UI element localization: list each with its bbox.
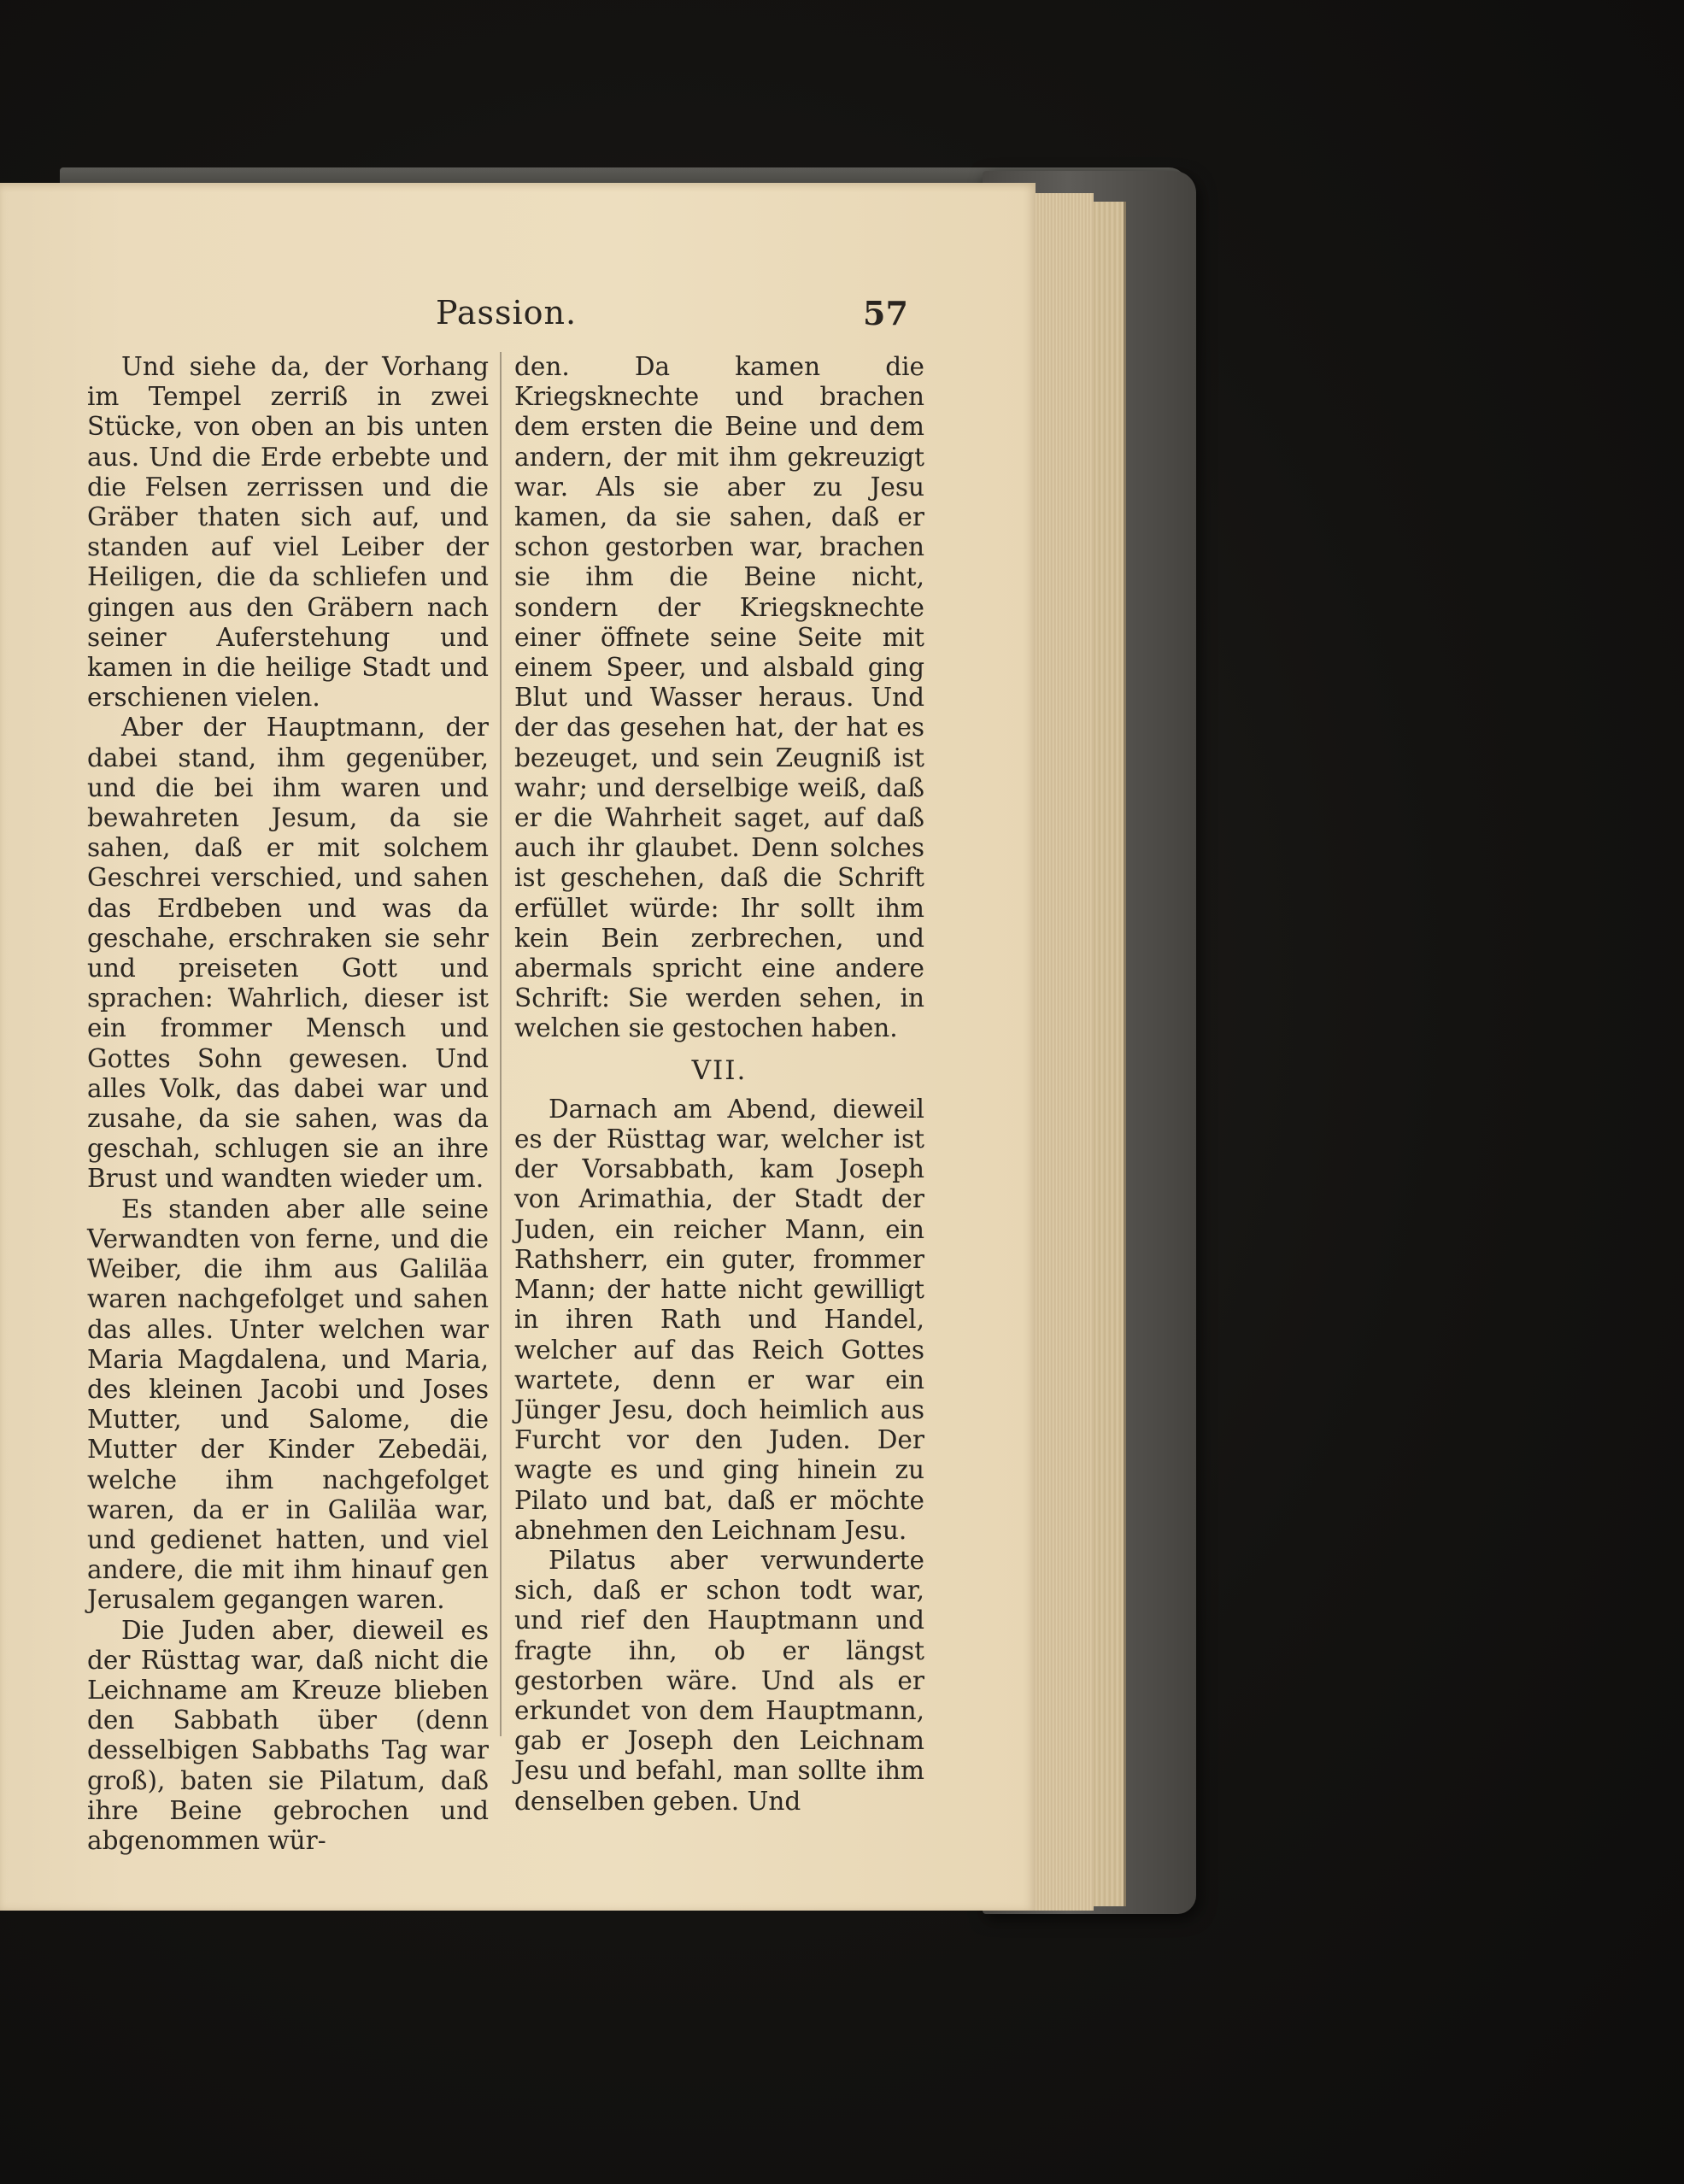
section-heading: VII.: [691, 1054, 748, 1086]
paragraph: den. Da kamen die Kriegsknechte und brachen dem ersten die Beine und dem andern, der mit ihm gekreuzigt war. Als sie aber zu Jesu kamen, da sie sahen, daß er schon gestorben war, brachen sie ihm die Beine nicht, sondern der Kriegsknechte einer öffnete seine Seite mit einem Speer, und alsbald ging Blut und Wasser heraus. Und der das gesehen hat, der hat es bezeuget, und sein Zeugniß ist wahr; und derselbige weiß, daß er die Wahrheit saget, auf daß auch ihr glaubet. Denn solches ist geschehen, daß die Schrift erfüllet würde: Ihr sollt ihm kein Bein zerbrechen, und abermals spricht eine andere Schrift: Sie werden sehen, in welchen sie gestochen haben.: [514, 352, 924, 1043]
page-fore-edge: [1030, 193, 1094, 1911]
paragraph: Es standen aber alle seine Verwandten von ferne, und die Weiber, die ihm aus Galiläa waren nachgefolget und sahen das alles. Unter welchen war Maria Magdalena, und Maria, des kleinen Jacobi und Joses Mutter, und Salome, die Mutter der Kinder Zebedäi, welche ihm nachgefolget waren, da er in Galiläa war, und gedienet hatten, und viel andere, die mit ihm hinauf gen Jerusalem gegangen waren.: [87, 1194, 489, 1615]
paragraph: Pilatus aber verwunderte sich, daß er schon todt war, und rief den Hauptmann und fragte ihn, ob er längst gestorben wäre. Und als er erkundet von dem Hauptmann, gab er Joseph den Leichnam Jesu und befahl, man sollte ihm denselben geben. Und: [514, 1545, 924, 1816]
paragraph: Darnach am Abend, dieweil es der Rüsttag war, welcher ist der Vorsabbath, kam Joseph von Arimathia, der Stadt der Juden, ein reicher Mann, ein Rathsherr, ein guter, frommer Mann; der hatte nicht gewilligt in ihren Rath und Handel, welcher auf das Reich Gottes wartete, denn er war ein Jünger Jesu, doch heimlich aus Furcht vor den Juden. Der wagte es und ging hinein zu Pilato und bat, daß er möchte abnehmen den Leichnam Jesu.: [514, 1094, 924, 1545]
paragraph: Aber der Hauptmann, der dabei stand, ihm gegenüber, und die bei ihm waren und bewahreten Jesum, da sie sahen, daß er mit solchem Geschrei verschied, und sahen das Erdbeben und was da geschahe, erschraken sie sehr und preiseten Gott und sprachen: Wahrlich, dieser ist ein frommer Mensch und Gottes Sohn gewesen. Und alles Volk, das dabei war und zusahe, da sie sahen, was da geschah, schlugen sie an ihre Brust und wandten wieder um.: [87, 713, 489, 1194]
page-number: 57: [863, 294, 908, 332]
right-column: [514, 352, 924, 1817]
left-column: [87, 352, 489, 1856]
paragraph: Und siehe da, der Vorhang im Tempel zerriß in zwei Stücke, von oben an bis unten aus. Und die Erde erbebte und die Felsen zerrissen und die Gräber thaten sich auf, und standen auf viel Leiber der Heiligen, die da schliefen und gingen aus den Gräbern nach seiner Auferstehung und kamen in die heilige Stadt und erschienen vielen.: [87, 352, 489, 713]
page-header: [0, 294, 1036, 345]
column-divider: [500, 352, 502, 1736]
paragraph: Die Juden aber, dieweil es der Rüsttag war, daß nicht die Leichname am Kreuze blieben den Sabbath über (denn desselbigen Sabbaths Tag war groß), baten sie Pilatum, daß ihre Beine gebrochen und abgenommen wür-: [87, 1615, 489, 1855]
running-head: Passion.: [436, 294, 578, 332]
